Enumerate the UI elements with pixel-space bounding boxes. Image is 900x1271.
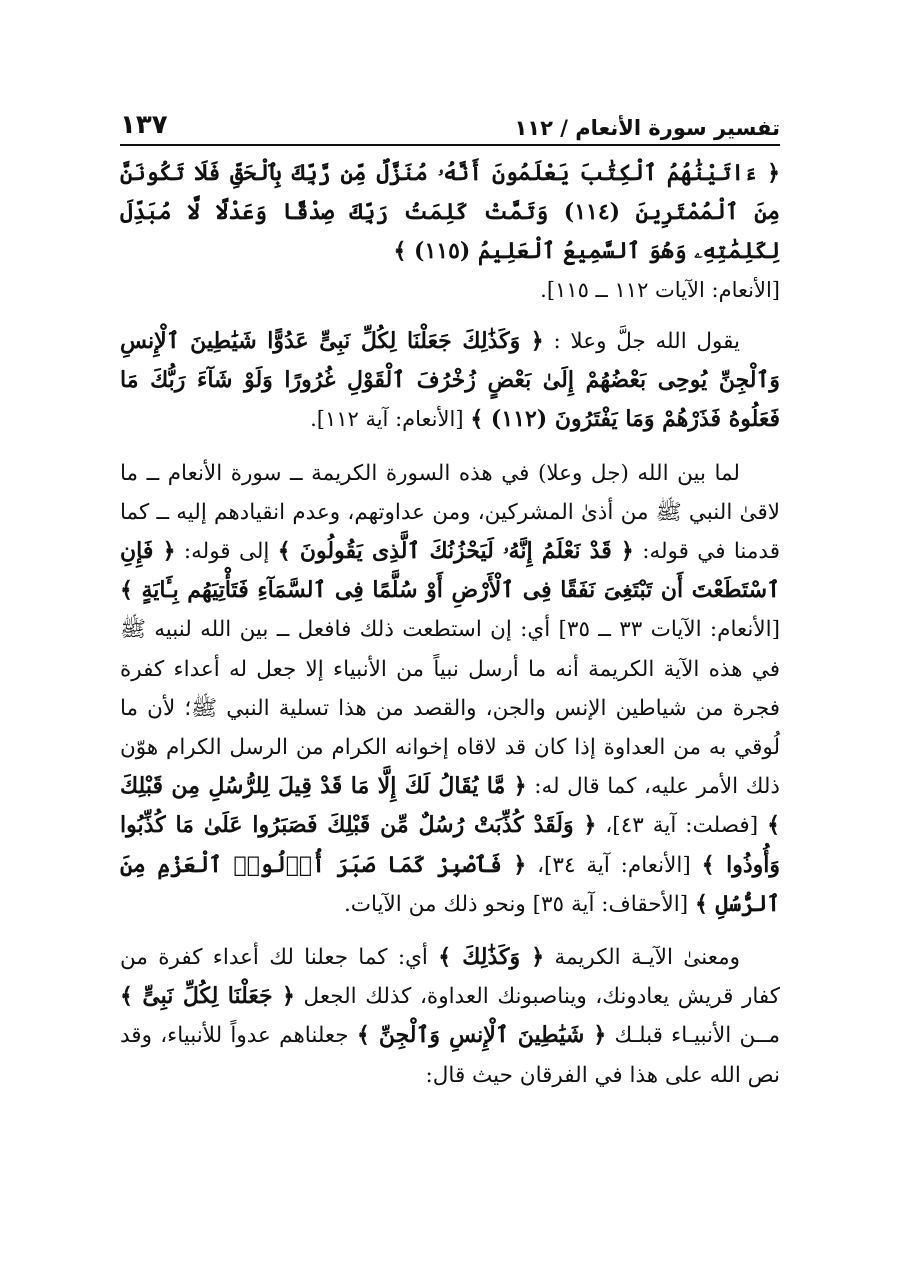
body-text: [فصلت: آية ٤٣]، xyxy=(605,813,759,839)
quran-quote: ﴿ شَيَٰطِينَ ٱلْإِنسِ وَٱلْجِنِّ ﴾ xyxy=(356,1022,607,1049)
quran-quote: ﴿ فَٱصْبِرْ كَمَا صَبَرَ أُو۟لُوا۟ ٱلْعَزْمِ مِنَ ٱلرُّسُلِ ﴾ xyxy=(120,851,780,917)
body-text: لما بين الله (جل وعلا) في هذه السورة الكريمة ــ سورة الأنعام ــ ما لاقىٰ النبي ﷺ من أذىٰ المشركين، ومن عداوتهم، وعدم انقيادهم إليه ــ كما قدمنا في قوله: xyxy=(120,460,781,565)
quran-quote: ﴿ وَلَقَدْ كُذِّبَتْ رُسُلٌ مِّن قَبْلِكَ فَصَبَرُوا عَلَىٰ مَا كُذِّبُوا وَأُوذُوا ﴾ xyxy=(120,812,781,878)
intro-paragraph xyxy=(120,322,780,440)
quran-quote: ﴿ مَّا يُقَالُ لَكَ إِلَّا مَا قَدْ قِيلَ لِلرُّسُلِ مِن قَبْلِكَ ﴾ xyxy=(120,773,780,839)
body-paragraph-2 xyxy=(120,938,780,1095)
body-text: ومعنىٰ الآيـة الكريمة xyxy=(554,945,740,971)
book-page xyxy=(120,92,780,1192)
quran-quote: ﴿ جَعَلْنَا لِكُلِّ نَبِىٍّ ﴾ xyxy=(120,983,295,1010)
opening-verses xyxy=(120,154,780,310)
verse-reference: [الأنعام: الآيات ١١٢ ــ ١١٥]. xyxy=(540,278,780,302)
verse-reference: [الأنعام: آية ١١٢]. xyxy=(310,407,464,432)
body-text: جعلناهم عدواً للأنبياء، وقد نص الله على هذا في الفرقان حيث قال: xyxy=(120,1023,780,1088)
body-text: [الأنعام: آية ٣٤]، xyxy=(537,852,691,878)
quran-quote: ﴿ فَإِنِ ٱسْتَطَعْتَ أَن تَبْتَغِىَ نَفَقًا فِى ٱلْأَرْضِ أَوْ سُلَّمًا فِى ٱلسَّمَآءِ فَتَأْتِيَهُم بِـَٔايَةٍ ﴾ xyxy=(120,538,780,604)
running-title: تفسير سورة الأنعام / ١١٢ xyxy=(514,116,780,140)
quran-verse: ﴿ وَكَذَٰلِكَ جَعَلْنَا لِكُلِّ نَبِىٍّ عَدُوًّا شَيَٰطِينَ ٱلْإِنسِ وَٱلْجِنِّ يُوحِى بَعْضُهُمْ إِلَىٰ بَعْضٍ زُخْرُفَ ٱلْقَوْلِ غُرُورًا وَلَوْ شَآءَ رَبُّكَ مَا فَعَلُوهُ فَذَرْهُمْ وَمَا يَفْتَرُونَ (١١٢) ﴾ xyxy=(120,328,780,433)
running-header xyxy=(120,92,780,146)
body-text: إلى قوله: xyxy=(183,539,270,565)
quran-quote: ﴿ قَدْ نَعْلَمُ إِنَّهُۥ لَيَحْزُنُكَ ٱلَّذِى يَقُولُونَ ﴾ xyxy=(277,538,634,565)
body-text: [الأحقاف: آية ٣٥] ونحو ذلك من الآيات. xyxy=(343,891,689,917)
body-text: أي: كما جعلنا لك أعداء كفرة من كفار قريش يعادونك، ويناصبونك العداوة، كذلك الجعل xyxy=(120,945,780,1010)
intro-lead: يقول الله جلَّ وعلا : xyxy=(553,329,740,354)
body-text: مــن الأنبيـاء قبلـك xyxy=(614,1023,781,1049)
page-number: ١٣٧ xyxy=(120,110,168,140)
body-text: [الأنعام: الآيات ٣٣ ــ ٣٥] أي: إن استطعت ذلك فافعل ــ بين الله لنبيه ﷺ في هذه الآية الكريمة أنه ما أرسل نبياً من الأنبياء إلا جعل له أعداء كفرة فجرة من شياطين الإنس والجن، والقصد من هذا تسلية النبي ﷺ؛ لأن ما لُوقي به من العداوة إذا كان قد لاقاه إخوانه الكرام من الرسل الكرام هوّن ذلك الأمر عليه، كما قال له: xyxy=(120,617,781,800)
quran-verse: ﴿ ءَاتَيْنَٰهُمُ ٱلْكِتَٰبَ يَعْلَمُونَ أَنَّهُۥ مُنَزَّلٌ مِّن رَّبِّكَ بِٱلْحَقِّ فَلَا تَكُونَنَّ مِنَ ٱلْمُمْتَرِينَ (١١٤) وَتَمَّتْ كَلِمَتُ رَبِّكَ صِدْقًا وَعَدْلًا لَّا مُبَدِّلَ لِكَلِمَٰتِهِۦ وَهُوَ ٱلسَّمِيعُ ٱلْعَلِيمُ (١١٥) ﴾ xyxy=(120,160,780,264)
body-paragraph-1 xyxy=(120,454,780,924)
quran-quote: ﴿ وَكَذَٰلِكَ ﴾ xyxy=(438,944,545,971)
